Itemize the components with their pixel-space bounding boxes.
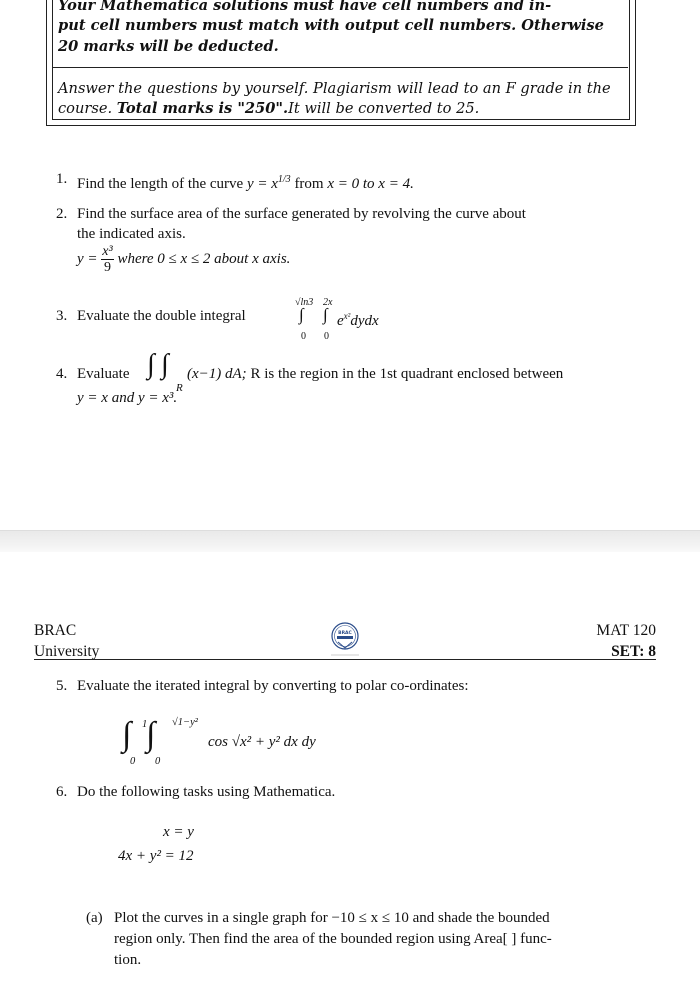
notice-line-5: course. Total marks is "250".It will be converted to 25. <box>58 100 480 117</box>
notice-divider <box>52 67 628 68</box>
notice-line-1: Your Mathematica solutions must have cell numbers and in- <box>58 0 552 14</box>
svg-text:BRAC: BRAC <box>338 631 352 636</box>
header-divider <box>34 659 656 660</box>
page-separator <box>0 530 700 553</box>
header-left-line-2: University <box>34 643 100 660</box>
notice-line-2: put cell numbers must match with output cell numbers. Otherwise <box>58 17 604 34</box>
equation-1: x = y <box>163 824 194 840</box>
question-1: 1. Find the length of the curve $y = x^{1/3}$ from x = 0 to x = 4. <box>56 171 414 192</box>
header-left-line-1: BRAC <box>34 622 77 639</box>
question-4: 4. Evaluate ∫ ∫ R (x−1) dA; R is the region in the 1st quadrant enclosed between y = x and y = x³. <box>56 349 564 406</box>
university-seal-logo <box>327 622 363 658</box>
header-right-line-1: MAT 120 <box>596 622 656 639</box>
page-two <box>0 552 700 984</box>
header-right-line-2: SET: 8 <box>611 643 656 660</box>
question-3: 3. Evaluate the double integral √ln3 2x ∫ ∫ 0 0 $e^{x^2}dydx$ <box>56 297 379 342</box>
question-2: 2. Find the surface area of the surface generated by revolving the curve about the indicated axis. y = $\frac{\text{x³}}{9}$ where 0 ≤ x ≤ 2 about x axis. <box>56 206 526 275</box>
question-6: 6. Do the following tasks using Mathematica. x = y 4x + y² = 12 (a) Plot the curves in a single graph for −10 ≤ x ≤ 10 and shade the bounded region only. Then find the area of the bounded region using Area[ ] func- tion. <box>56 784 552 968</box>
notice-line-3: 20 marks will be deducted. <box>58 38 279 55</box>
notice-line-4: Answer the questions by yourself. Plagiarism will lead to an F grade in the <box>58 80 611 97</box>
question-5: 5. Evaluate the iterated integral by converting to polar co-ordinates: 1 ∫ 0 √1−y² ∫ 0 cos √x² + y² dx dy <box>56 678 469 767</box>
equation-2: 4x + y² = 12 <box>118 848 194 864</box>
